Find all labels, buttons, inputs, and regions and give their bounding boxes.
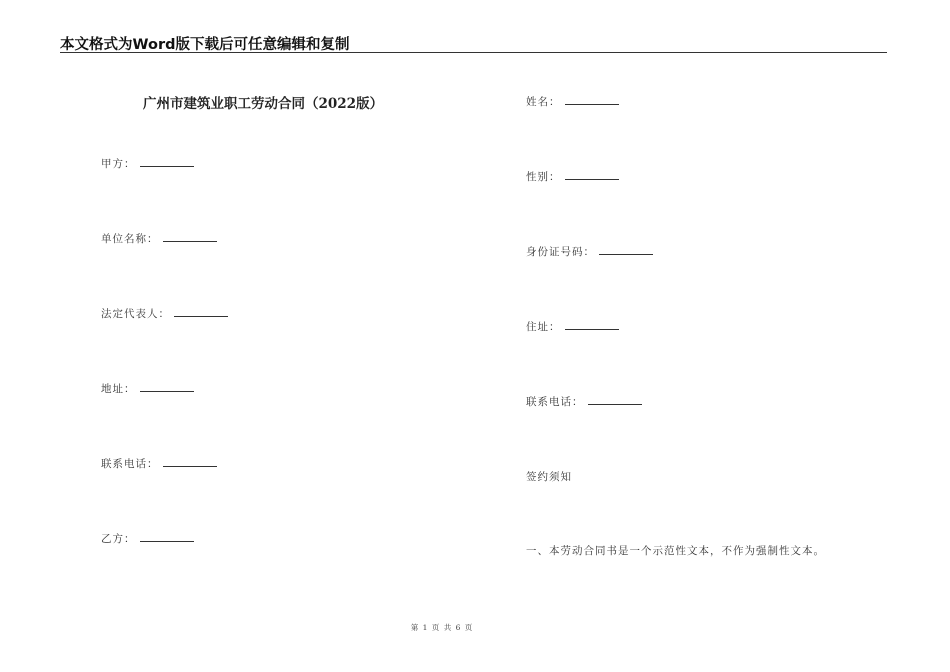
field-label: 甲方：: [101, 158, 136, 170]
fill-blank: [174, 306, 228, 317]
field-legal-representative: [101, 306, 228, 321]
field-address: [101, 381, 194, 396]
field-company-name: [101, 231, 217, 246]
field-label: 姓名：: [526, 96, 561, 108]
fill-blank: [140, 531, 194, 542]
field-name: [526, 94, 619, 109]
field-label: 身份证号码：: [526, 246, 595, 258]
notice-heading: 签约须知: [526, 471, 572, 483]
field-label: 法定代表人：: [101, 308, 170, 320]
field-phone-a: [101, 456, 217, 471]
field-phone-b: [526, 394, 642, 409]
field-label: 乙方：: [101, 533, 136, 545]
fill-blank: [565, 94, 619, 105]
fill-blank: [588, 394, 642, 405]
page-number: 第 1 页 共 6 页: [410, 623, 474, 632]
fill-blank: [140, 381, 194, 392]
field-label: 联系电话：: [101, 458, 159, 470]
field-label: 单位名称：: [101, 233, 159, 245]
field-gender: [526, 169, 619, 184]
field-label: 住址：: [526, 321, 561, 333]
fill-blank: [565, 319, 619, 330]
field-label: 联系电话：: [526, 396, 584, 408]
field-id-number: [526, 244, 653, 259]
field-label: 性别：: [526, 171, 561, 183]
field-party-b: [101, 531, 194, 546]
fill-blank: [565, 169, 619, 180]
fill-blank: [163, 456, 217, 467]
header-title: 本文格式为Word版下载后可任意编辑和复制: [60, 37, 350, 53]
fill-blank: [163, 231, 217, 242]
field-label: 地址：: [101, 383, 136, 395]
field-residence: [526, 319, 619, 334]
notice-item: 一、本劳动合同书是一个示范性文本，不作为强制性文本。: [526, 545, 825, 557]
document-title: 广州市建筑业职工劳动合同（2022版）: [143, 96, 384, 112]
field-party-a: [101, 156, 194, 171]
fill-blank: [599, 244, 653, 255]
header-divider: [60, 52, 887, 53]
fill-blank: [140, 156, 194, 167]
